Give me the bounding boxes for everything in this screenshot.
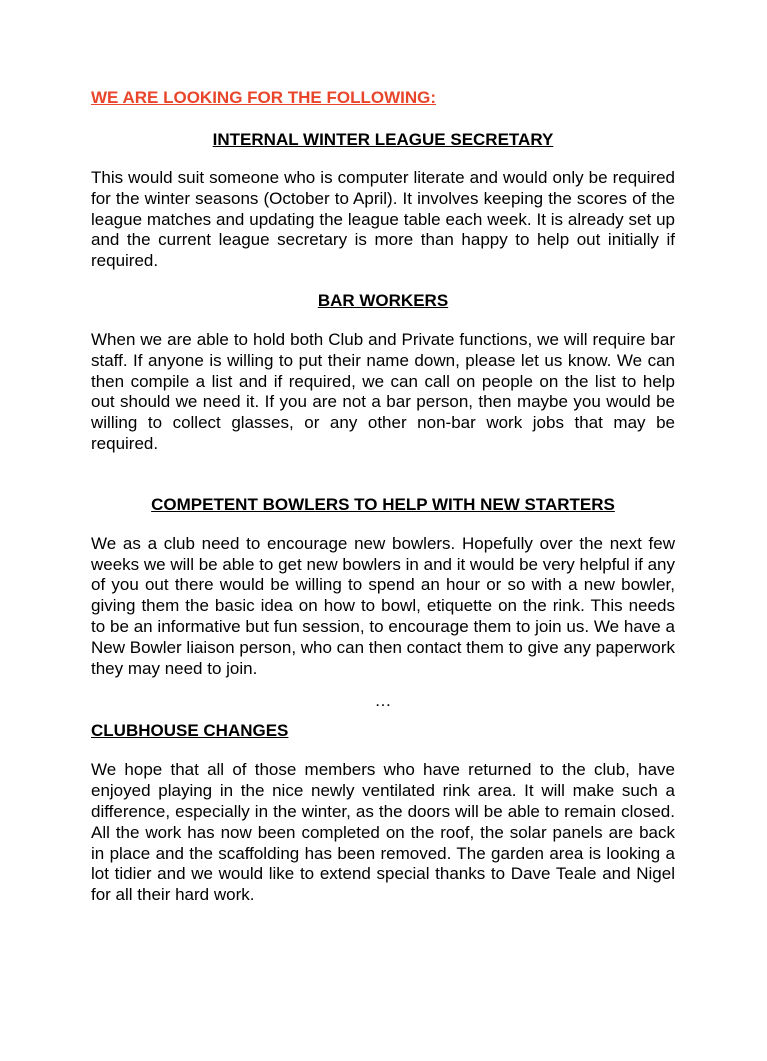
section-body-competent-bowlers: We as a club need to encourage new bowlers. Hopefully over the next few weeks we will be able to get new bowlers in and it would be very helpful if any of you out there would be willing to spend an hour or so with a new bowler, giving them the basic idea on how to bowl, etiquette on the rink. This needs to be an informative but fun session, to encourage them to join us. We have a New Bowler liaison person, who can then contact them to give any paperwork they may need to join. xyxy=(91,533,675,678)
section-title-bar-workers: BAR WORKERS xyxy=(317,290,449,310)
section-title-competent-bowlers: COMPETENT BOWLERS TO HELP WITH NEW STARTERS xyxy=(151,494,615,514)
section-body-winter-league-secretary: This would suit someone who is computer literate and would only be required for the winter seasons (October to April). It involves keeping the scores of the league matches and updating the league table each week. It is already set up and the current league secretary is more than happy to help out initially if required. xyxy=(91,168,675,271)
section-separator-ellipsis: … xyxy=(374,691,392,711)
section-body-bar-workers: When we are able to hold both Club and Private functions, we will require bar staff. If anyone is willing to put their name down, please let us know. We can then compile a list and if required, we can call on people on the list to help out should we need it. If you are not a bar person, then maybe you would be willing to collect glasses, or any other non-bar work jobs that may be required. xyxy=(91,329,675,453)
section-title-clubhouse-changes: CLUBHOUSE CHANGES xyxy=(91,721,289,741)
section-body-clubhouse-changes: We hope that all of those members who have returned to the club, have enjoyed playing in the nice newly ventilated rink area. It will make such a difference, especially in the winter, as the doors will be able to remain closed. All the work has now been completed on the roof, the solar panels are back in place and the scaffolding has been removed. The garden area is looking a lot tidier and we would like to extend special thanks to Dave Teale and Nigel for all their hard work. xyxy=(91,760,675,905)
page-headline: WE ARE LOOKING FOR THE FOLLOWING: xyxy=(91,88,437,107)
document-page xyxy=(91,86,675,906)
section-title-winter-league-secretary: INTERNAL WINTER LEAGUE SECRETARY xyxy=(212,130,554,149)
